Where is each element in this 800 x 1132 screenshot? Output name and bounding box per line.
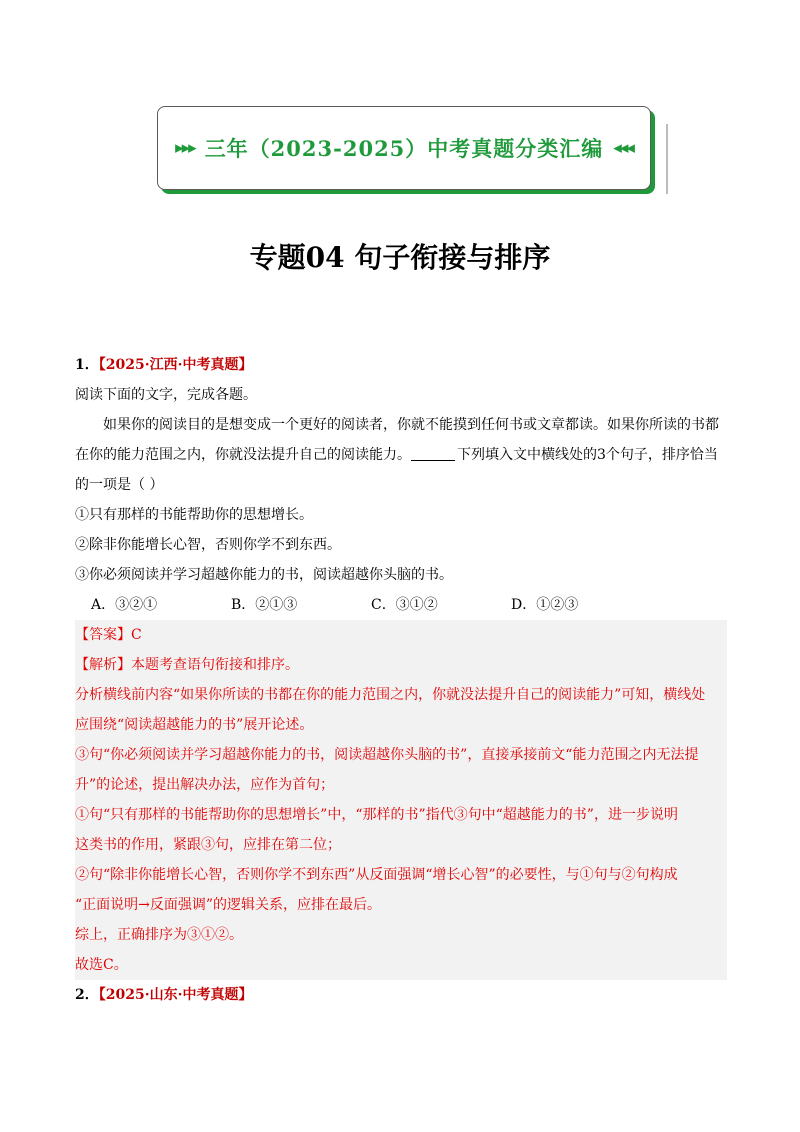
analysis-line: 升”的论述，提出解决办法，应作为首句； <box>75 777 335 793</box>
question-content <box>75 350 727 1010</box>
page-title: 专题04 句子衔接与排序 <box>249 241 551 274</box>
analysis-line: 故选C。 <box>75 957 128 973</box>
question-source-tag: 【2025·山东·中考真题】 <box>98 987 253 1003</box>
question-source-tag: 【2025·江西·中考真题】 <box>98 357 253 373</box>
right-triangle-icon: ▸▸▸ <box>175 138 195 158</box>
option-b: B．②①③ <box>231 597 298 613</box>
analysis-line: ③句“你必须阅读并学习超越你能力的书，阅读超越你头脑的书”，直接承接前文“能力范围之内无法提 <box>75 747 699 763</box>
passage-line <box>75 440 727 470</box>
question-instruction: 阅读下面的文字，完成各题。 <box>75 387 257 403</box>
question-number: 2． <box>75 987 99 1003</box>
banner-title: 三年（2023-2025）中考真题分类汇编 <box>204 136 604 161</box>
option-a: A．③②① <box>91 597 158 613</box>
sentence-item: ①只有那样的书能帮助你的思想增长。 <box>75 507 313 523</box>
passage-text: 在你的能力范围之内，你就没法提升自己的阅读能力。 <box>75 447 411 463</box>
title-banner <box>157 106 651 190</box>
question-2-header <box>75 980 727 1010</box>
analysis-line: 分析横线前内容“如果你所读的书都在你的能力范围之内，你就没法提升自己的阅读能力”可知，横线处 <box>75 687 706 703</box>
answer-analysis-block <box>75 620 727 980</box>
analysis-line: 综上，正确排序为③①②。 <box>75 927 243 943</box>
option-c: C．③①② <box>371 597 438 613</box>
passage-line: 的一项是（ ） <box>75 477 164 493</box>
fill-blank <box>411 444 455 461</box>
sentence-item: ③你必须阅读并学习超越你能力的书，阅读超越你头脑的书。 <box>75 567 453 583</box>
analysis-line: 应围绕“阅读超越能力的书”展开论述。 <box>75 717 314 733</box>
option-d: D．①②③ <box>511 597 579 613</box>
left-triangle-icon: ◂◂◂ <box>613 138 633 158</box>
passage-line: 如果你的阅读目的是想变成一个更好的阅读者，你就不能摸到任何书或文章都读。如果你所读的书都 <box>103 417 719 433</box>
question-1-header <box>75 350 727 380</box>
answer-options <box>75 590 727 620</box>
banner-divider <box>666 124 668 194</box>
sentence-item: ②除非你能增长心智，否则你学不到东西。 <box>75 537 341 553</box>
analysis-line: 这类书的作用，紧跟③句，应排在第二位； <box>75 837 341 853</box>
analysis-line: ①句“只有那样的书能帮助你的思想增长”中，“那样的书”指代③句中“超越能力的书”，进一步说明 <box>75 807 678 823</box>
question-number: 1． <box>75 357 99 373</box>
analysis-line: ②句“除非你能增长心智，否则你学不到东西”从反面强调“增长心智”的必要性，与①句与②句构成 <box>75 867 678 883</box>
analysis-line: “正面说明→反面强调”的逻辑关系，应排在最后。 <box>75 897 382 913</box>
analysis-line: 【解析】本题考查语句衔接和排序。 <box>75 657 299 673</box>
answer-line: 【答案】C <box>75 627 142 643</box>
passage-text: 下列填入文中横线处的3个句子，排序恰当 <box>457 447 718 463</box>
